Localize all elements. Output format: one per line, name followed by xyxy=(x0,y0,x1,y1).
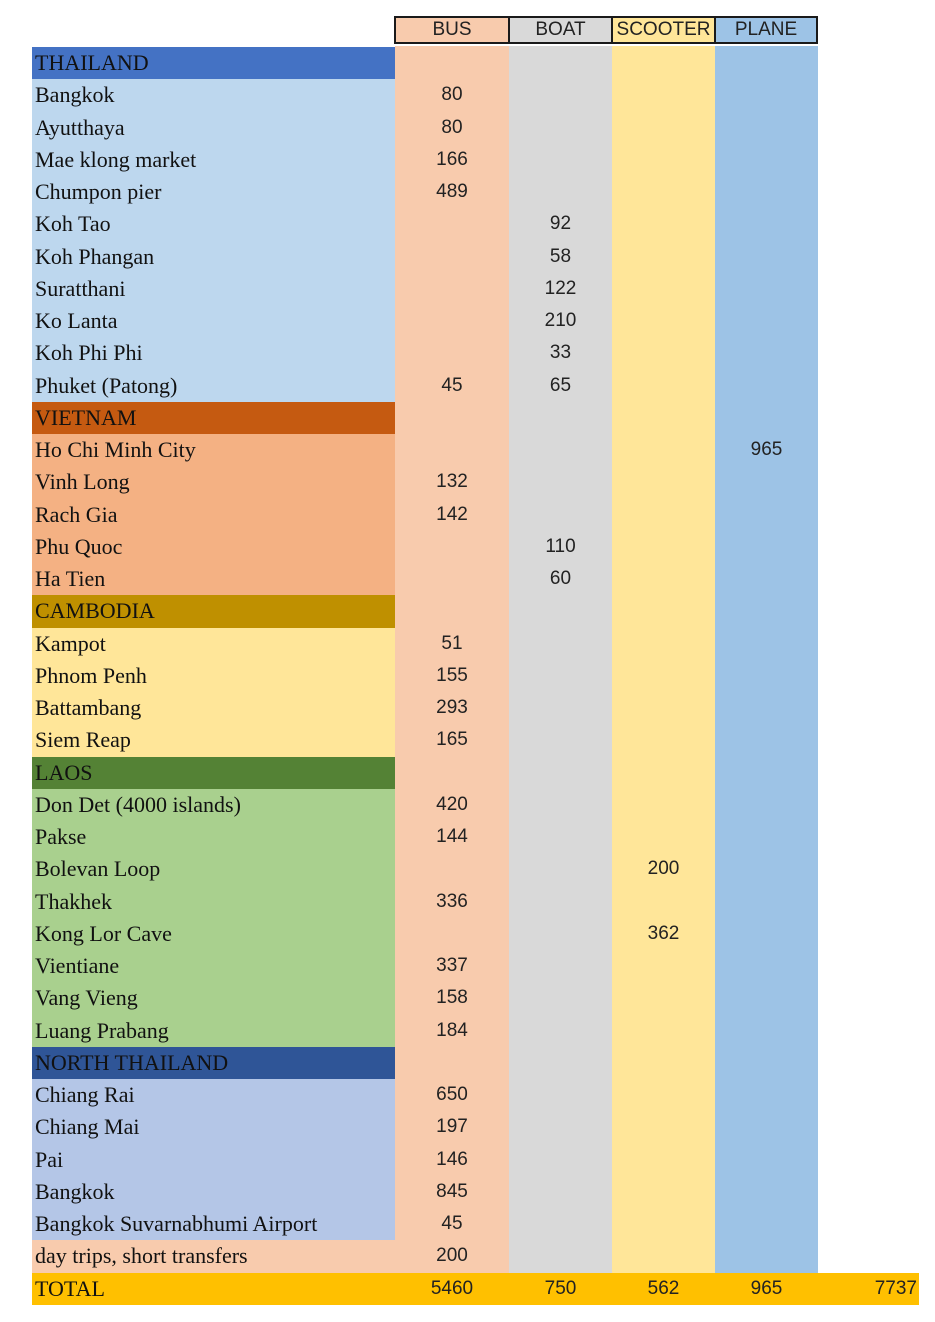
destination-label[interactable]: Vientiane xyxy=(32,950,395,982)
destination-label[interactable]: Battambang xyxy=(32,692,395,724)
country-label[interactable]: LAOS xyxy=(32,757,395,789)
table-row xyxy=(32,112,919,144)
table-row xyxy=(32,208,919,240)
boat-value[interactable]: 65 xyxy=(549,374,572,396)
bus-value[interactable]: 337 xyxy=(436,955,468,976)
table-row xyxy=(32,1015,919,1047)
table-row xyxy=(32,499,919,531)
destination-label[interactable]: Suratthani xyxy=(32,273,395,305)
bus-value[interactable]: 184 xyxy=(436,1019,468,1041)
destination-label[interactable]: Kong Lor Cave xyxy=(32,918,395,950)
table-row xyxy=(32,1079,919,1111)
table-row xyxy=(32,563,919,595)
bus-value[interactable]: 158 xyxy=(436,987,468,1009)
destination-label[interactable]: Rach Gia xyxy=(32,499,395,531)
bus-value[interactable]: 293 xyxy=(436,697,468,718)
boat-value[interactable]: 122 xyxy=(544,277,577,299)
country-label[interactable]: VIETNAM xyxy=(32,402,395,434)
destination-label[interactable]: Thakhek xyxy=(32,886,395,918)
destination-label[interactable]: Phnom Penh xyxy=(32,660,395,692)
destination-label[interactable]: Chiang Mai xyxy=(32,1111,395,1143)
destination-label[interactable]: Vinh Long xyxy=(32,466,395,498)
destination-label[interactable]: Mae klong market xyxy=(32,144,395,176)
bus-value[interactable]: 80 xyxy=(441,116,463,138)
destination-label[interactable]: Luang Prabang xyxy=(32,1015,395,1047)
destination-label[interactable]: Vang Vieng xyxy=(32,982,395,1014)
bus-value[interactable]: 420 xyxy=(436,793,468,815)
total-label[interactable]: TOTAL xyxy=(35,1275,105,1301)
bus-value[interactable]: 155 xyxy=(436,664,468,686)
table-row xyxy=(32,950,919,982)
total-plane-value[interactable]: 965 xyxy=(750,1277,783,1299)
plane-value[interactable]: 965 xyxy=(750,439,783,460)
bus-value[interactable]: 166 xyxy=(436,148,468,170)
table-row xyxy=(32,886,919,918)
country-header-row xyxy=(32,595,919,627)
boat-value[interactable]: 58 xyxy=(549,245,572,267)
table-row xyxy=(32,821,919,853)
table-row xyxy=(32,692,919,724)
table-row xyxy=(32,724,919,756)
table-row xyxy=(32,1208,919,1240)
bus-value[interactable]: 146 xyxy=(436,1148,468,1170)
table-row xyxy=(32,337,919,369)
destination-label[interactable]: Chiang Rai xyxy=(32,1079,395,1111)
table-row xyxy=(32,1240,919,1272)
table-row xyxy=(32,628,919,660)
country-header-row xyxy=(32,47,919,79)
destination-label[interactable]: Pai xyxy=(32,1144,395,1176)
boat-value[interactable]: 60 xyxy=(549,568,572,589)
table-row xyxy=(32,305,919,337)
destination-label[interactable]: Bangkok Suvarnabhumi Airport xyxy=(32,1208,395,1240)
destination-label[interactable]: Ko Lanta xyxy=(32,305,395,337)
bus-value[interactable]: 45 xyxy=(441,1213,463,1234)
destination-label[interactable]: Phu Quoc xyxy=(32,531,395,563)
total-boat-value[interactable]: 750 xyxy=(544,1277,577,1299)
country-label[interactable]: NORTH THAILAND xyxy=(32,1047,395,1079)
boat-value[interactable]: 210 xyxy=(544,310,577,331)
total-row xyxy=(32,1273,919,1305)
destination-label[interactable]: Pakse xyxy=(32,821,395,853)
destination-label[interactable]: Chumpon pier xyxy=(32,176,395,208)
travel-table xyxy=(32,47,919,1305)
country-label[interactable]: THAILAND xyxy=(32,47,395,79)
table-row xyxy=(32,531,919,563)
destination-label[interactable]: Ha Tien xyxy=(32,563,395,595)
destination-label[interactable]: Koh Tao xyxy=(32,208,395,240)
destination-label[interactable]: day trips, short transfers xyxy=(32,1240,395,1272)
country-header-row xyxy=(32,757,919,789)
bus-value[interactable]: 200 xyxy=(436,1245,468,1267)
destination-label[interactable]: Kampot xyxy=(32,628,395,660)
bus-value[interactable]: 197 xyxy=(436,1116,468,1138)
table-row xyxy=(32,1111,919,1143)
header-bus[interactable]: BUS xyxy=(394,16,510,44)
table-row xyxy=(32,241,919,273)
table-row xyxy=(32,982,919,1014)
destination-label[interactable]: Koh Phangan xyxy=(32,241,395,273)
header-boat[interactable]: BOAT xyxy=(508,16,613,44)
scooter-value[interactable]: 200 xyxy=(647,858,680,880)
country-label[interactable]: CAMBODIA xyxy=(32,595,395,627)
destination-label[interactable]: Ayutthaya xyxy=(32,112,395,144)
table-row xyxy=(32,370,919,402)
bus-value[interactable]: 489 xyxy=(436,181,468,202)
table-row xyxy=(32,789,919,821)
bus-value[interactable]: 132 xyxy=(436,471,468,493)
bus-value[interactable]: 845 xyxy=(436,1180,468,1202)
total-bus-value[interactable]: 5460 xyxy=(430,1277,474,1299)
destination-label[interactable]: Koh Phi Phi xyxy=(32,337,395,369)
table-row xyxy=(32,273,919,305)
destination-label[interactable]: Bangkok xyxy=(32,1176,395,1208)
country-header-row xyxy=(32,402,919,434)
boat-value[interactable]: 92 xyxy=(549,213,572,235)
boat-value[interactable]: 110 xyxy=(545,535,576,557)
destination-label[interactable]: Phuket (Patong) xyxy=(32,370,395,402)
table-row xyxy=(32,434,919,466)
bus-value[interactable]: 144 xyxy=(436,826,468,847)
table-row xyxy=(32,79,919,111)
bus-value[interactable]: 80 xyxy=(441,84,463,106)
bus-value[interactable]: 45 xyxy=(441,374,463,396)
boat-value[interactable]: 33 xyxy=(549,342,572,364)
destination-label[interactable]: Don Det (4000 islands) xyxy=(32,789,395,821)
header-scooter[interactable]: SCOOTER xyxy=(611,16,716,44)
header-plane[interactable]: PLANE xyxy=(714,16,818,44)
table-row xyxy=(32,660,919,692)
table-row xyxy=(32,466,919,498)
destination-label[interactable]: Siem Reap xyxy=(32,724,395,756)
bus-value[interactable]: 51 xyxy=(441,632,463,654)
table-row xyxy=(32,1144,919,1176)
table-row xyxy=(32,918,919,950)
bus-value[interactable]: 336 xyxy=(436,890,468,912)
total-scooter-value[interactable]: 562 xyxy=(647,1277,680,1299)
table-row xyxy=(32,144,919,176)
grand-total-value[interactable]: 7737 xyxy=(874,1277,917,1299)
table-row xyxy=(32,1176,919,1208)
bus-value[interactable]: 650 xyxy=(436,1084,468,1105)
destination-label[interactable]: Bolevan Loop xyxy=(32,853,395,885)
country-header-row xyxy=(32,1047,919,1079)
scooter-value[interactable]: 362 xyxy=(647,922,680,944)
destination-label[interactable]: Ho Chi Minh City xyxy=(32,434,395,466)
table-row xyxy=(32,176,919,208)
bus-value[interactable]: 142 xyxy=(436,503,468,525)
destination-label[interactable]: Bangkok xyxy=(32,79,395,111)
bus-value[interactable]: 165 xyxy=(436,729,468,751)
table-row xyxy=(32,853,919,885)
